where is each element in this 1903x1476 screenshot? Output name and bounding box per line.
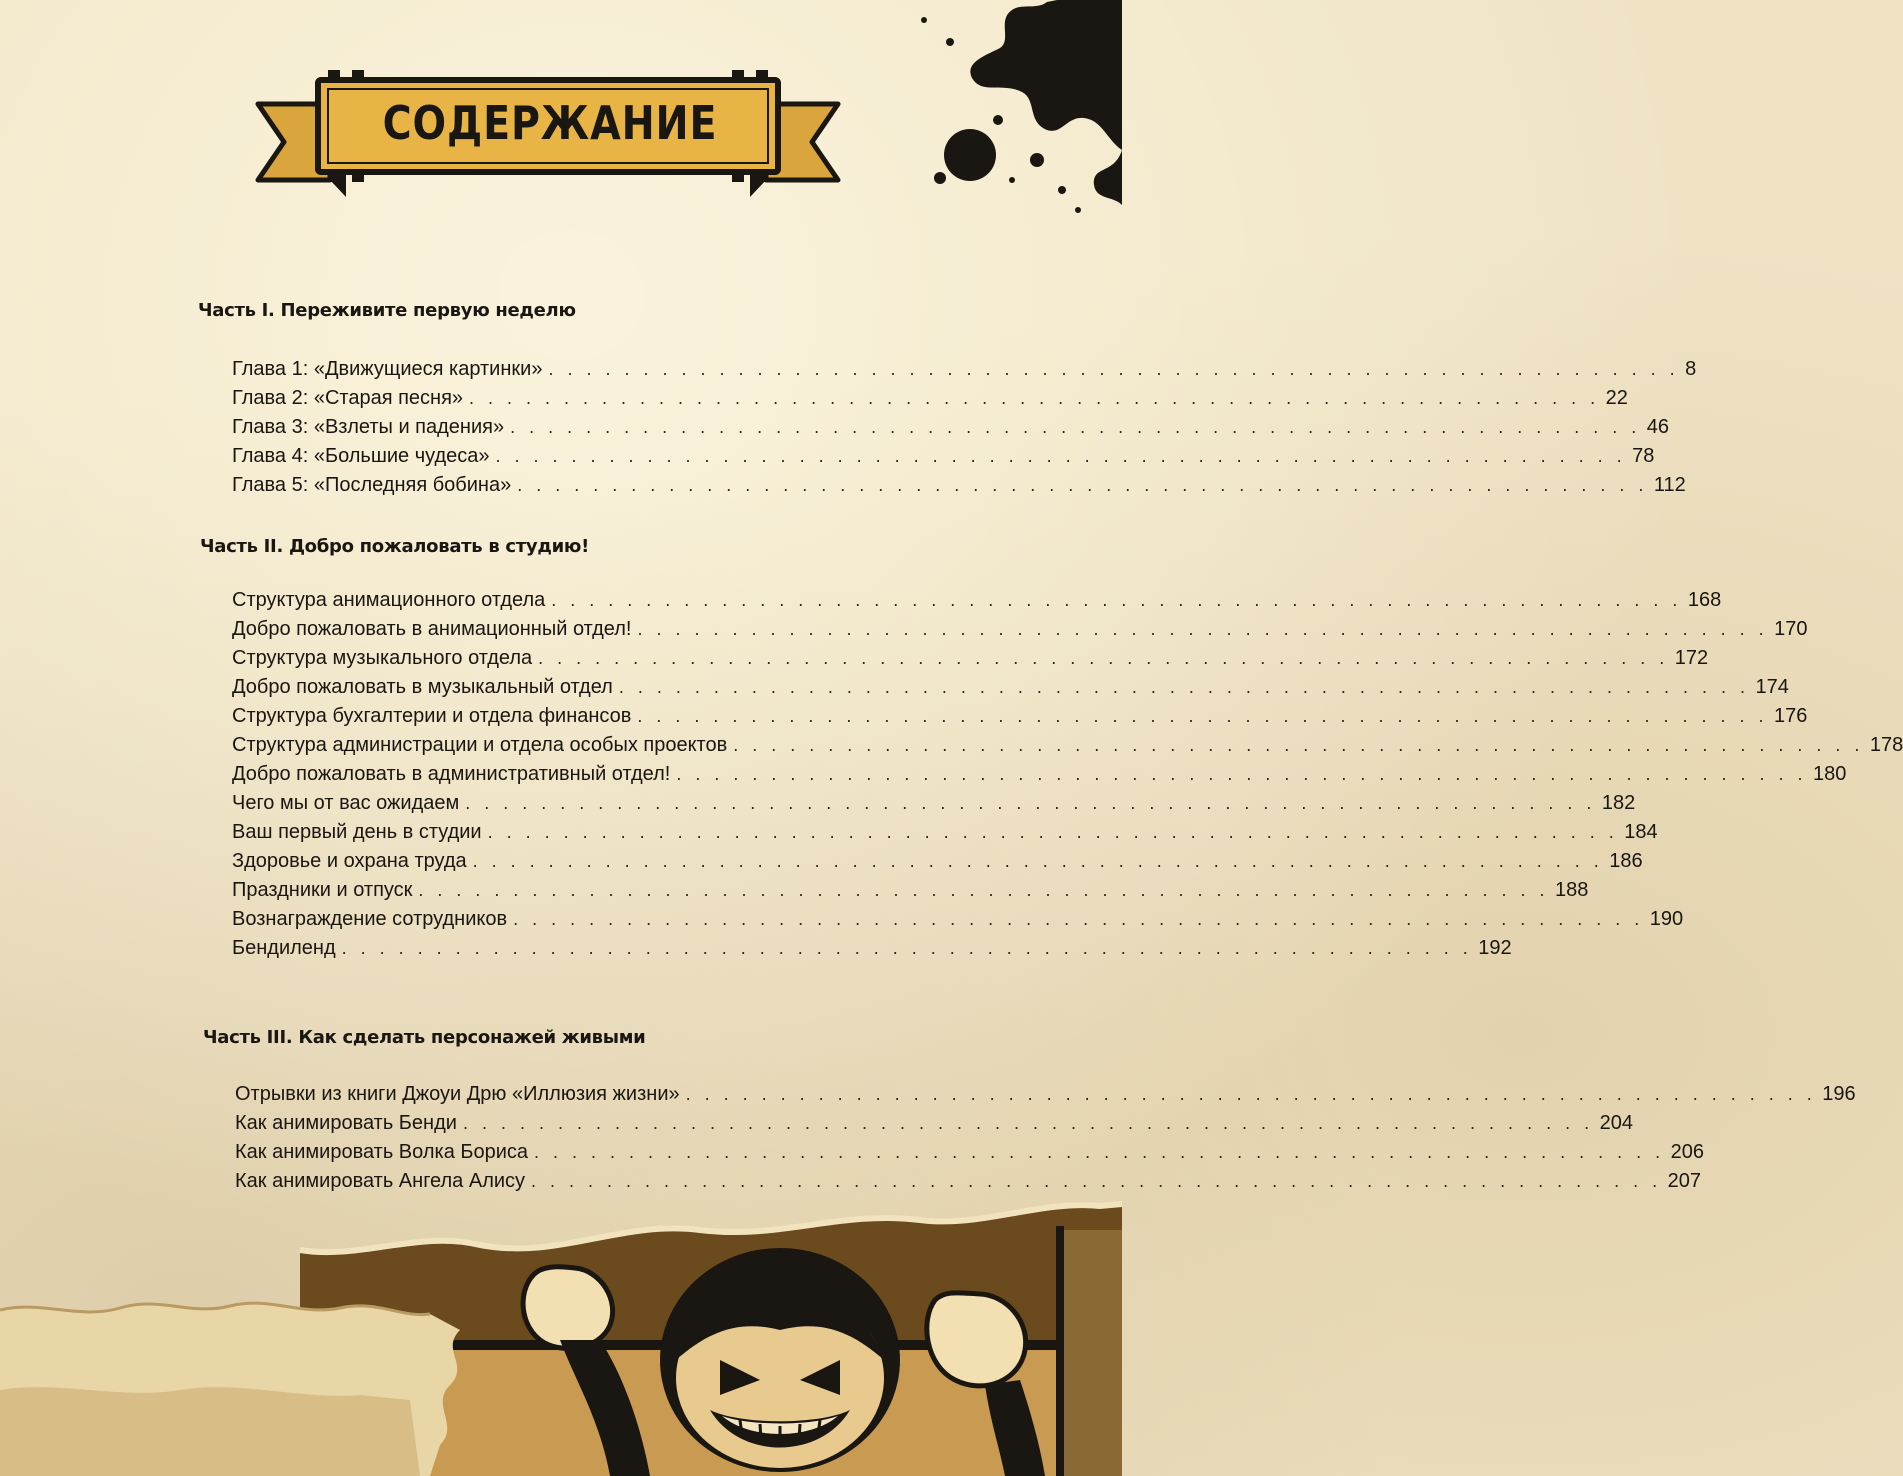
entry-label: Структура анимационного отдела — [232, 589, 546, 611]
toc-entry[interactable] — [232, 387, 1628, 416]
entry-page: 192 — [1478, 937, 1512, 959]
entry-page: 207 — [1667, 1170, 1702, 1192]
toc-entry[interactable] — [232, 445, 1655, 474]
entry-label: Как анимировать Волка Бориса — [235, 1141, 529, 1163]
entry-page: 206 — [1670, 1141, 1705, 1163]
entry-label: Добро пожаловать в анимационный отдел! — [232, 618, 632, 640]
page-title: СОДЕРЖАНИЕ — [382, 96, 718, 150]
leader-dots: . . . . . . . . . . . . . . . . . . . . . . . . . . . . . . . . . . . . . . . . . . . . . . . . . . . . . . . . . . . . — [472, 851, 1604, 871]
entry-label: Чего мы от вас ожидаем — [232, 792, 460, 814]
toc-entry[interactable] — [232, 589, 1722, 618]
toc-entry[interactable] — [232, 821, 1658, 850]
entry-page: 172 — [1674, 647, 1709, 669]
entry-label: Глава 1: «Движущиеся картинки» — [232, 358, 543, 380]
leader-dots: . . . . . . . . . . . . . . . . . . . . . . . . . . . . . . . . . . . . . . . . . . . . . . . . . . . . . . . . . . . . — [538, 648, 1669, 668]
leader-dots: . . . . . . . . . . . . . . . . . . . . . . . . . . . . . . . . . . . . . . . . . . . . . . . . . . . . . . . . . . . . — [733, 735, 1864, 755]
entry-label: Отрывки из книги Джоуи Дрю «Иллюзия жизни» — [235, 1083, 680, 1105]
ink-splatter-decoration — [822, 0, 1122, 230]
leader-dots: . . . . . . . . . . . . . . . . . . . . . . . . . . . . . . . . . . . . . . . . . . . . . . . . . . . . . . . . . . . . — [487, 822, 1619, 842]
toc-entry[interactable] — [232, 358, 1697, 387]
toc-entry[interactable] — [232, 734, 1903, 763]
leader-dots: . . . . . . . . . . . . . . . . . . . . . . . . . . . . . . . . . . . . . . . . . . . . . . . . . . . . . . . . . . . . — [418, 880, 1550, 900]
toc-entry[interactable] — [235, 1141, 1705, 1170]
toc-entry[interactable] — [232, 908, 1684, 937]
toc-entry[interactable] — [232, 705, 1808, 734]
entry-label: Вознаграждение сотрудников — [232, 908, 508, 930]
entry-label: Как анимировать Бенди — [235, 1112, 457, 1134]
part-3-entries — [235, 1083, 1856, 1199]
entry-label: Глава 4: «Большие чудеса» — [232, 445, 490, 467]
part-1-title: Часть I. Переживите первую неделю — [198, 300, 576, 321]
entry-label: Как анимировать Ангела Алису — [235, 1170, 526, 1192]
entry-label: Праздники и отпуск — [232, 879, 413, 901]
leader-dots: . . . . . . . . . . . . . . . . . . . . . . . . . . . . . . . . . . . . . . . . . . . . . . . . . . . . . . . . . . . . — [469, 388, 1600, 408]
leader-dots: . . . . . . . . . . . . . . . . . . . . . . . . . . . . . . . . . . . . . . . . . . . . . . . . . . . . . . . . . . . . — [517, 475, 1648, 495]
entry-page: 168 — [1687, 589, 1722, 611]
entry-page: 186 — [1609, 850, 1643, 872]
entry-page: 8 — [1685, 358, 1697, 380]
leader-dots: . . . . . . . . . . . . . . . . . . . . . . . . . . . . . . . . . . . . . . . . . . . . . . . . . . . . . . . . . . . . — [495, 446, 1627, 466]
toc-entry[interactable] — [232, 416, 1669, 445]
toc-entry[interactable] — [232, 850, 1643, 879]
leader-dots: . . . . . . . . . . . . . . . . . . . . . . . . . . . . . . . . . . . . . . . . . . . . . . . . . . . . . . . . . . . . — [513, 909, 1644, 929]
entry-page: 78 — [1632, 445, 1655, 467]
toc-entry[interactable] — [232, 618, 1808, 647]
toc-entry[interactable] — [232, 879, 1589, 908]
part-2-entries — [232, 589, 1903, 966]
leader-dots: . . . . . . . . . . . . . . . . . . . . . . . . . . . . . . . . . . . . . . . . . . . . . . . . . . . . . . . . . . . . — [637, 619, 1769, 639]
entry-page: 190 — [1649, 908, 1684, 930]
leader-dots: . . . . . . . . . . . . . . . . . . . . . . . . . . . . . . . . . . . . . . . . . . . . . . . . . . . . . . . . . . . . — [637, 706, 1769, 726]
toc-entry[interactable] — [235, 1112, 1633, 1141]
leader-dots: . . . . . . . . . . . . . . . . . . . . . . . . . . . . . . . . . . . . . . . . . . . . . . . . . . . . . . . . . . . . — [551, 590, 1682, 610]
leader-dots: . . . . . . . . . . . . . . . . . . . . . . . . . . . . . . . . . . . . . . . . . . . . . . . . . . . . . . . . . . . . — [531, 1171, 1662, 1191]
entry-label: Добро пожаловать в музыкальный отдел — [232, 676, 613, 698]
leader-dots: . . . . . . . . . . . . . . . . . . . . . . . . . . . . . . . . . . . . . . . . . . . . . . . . . . . . . . . . . . . . — [462, 1113, 1594, 1133]
entry-label: Глава 3: «Взлеты и падения» — [232, 416, 505, 438]
entry-page: 170 — [1774, 618, 1808, 640]
entry-label: Глава 2: «Старая песня» — [232, 387, 464, 409]
leader-dots: . . . . . . . . . . . . . . . . . . . . . . . . . . . . . . . . . . . . . . . . . . . . . . . . . . . . . . . . . . . . — [685, 1084, 1817, 1104]
leader-dots: . . . . . . . . . . . . . . . . . . . . . . . . . . . . . . . . . . . . . . . . . . . . . . . . . . . . . . . . . . . . — [548, 359, 1680, 379]
toc-entry[interactable] — [232, 792, 1636, 821]
leader-dots: . . . . . . . . . . . . . . . . . . . . . . . . . . . . . . . . . . . . . . . . . . . . . . . . . . . . . . . . . . . . — [341, 938, 1473, 958]
entry-page: 204 — [1599, 1112, 1633, 1134]
toc-entry[interactable] — [232, 647, 1709, 676]
entry-page: 22 — [1605, 387, 1628, 409]
torn-paper-cartoon-illustration — [0, 1190, 1122, 1476]
leader-dots: . . . . . . . . . . . . . . . . . . . . . . . . . . . . . . . . . . . . . . . . . . . . . . . . . . . . . . . . . . . . — [465, 793, 1596, 813]
toc-entry[interactable] — [232, 474, 1686, 503]
cartoon-face — [660, 1248, 900, 1472]
toc-entry[interactable] — [232, 676, 1789, 705]
entry-page: 180 — [1812, 763, 1847, 785]
toc-entry[interactable] — [232, 937, 1512, 966]
entry-page: 188 — [1555, 879, 1589, 901]
entry-label: Структура музыкального отдела — [232, 647, 533, 669]
entry-page: 176 — [1774, 705, 1808, 727]
entry-label: Ваш первый день в студии — [232, 821, 482, 843]
leader-dots: . . . . . . . . . . . . . . . . . . . . . . . . . . . . . . . . . . . . . . . . . . . . . . . . . . . . . . . . . . . . — [534, 1142, 1665, 1162]
leader-dots: . . . . . . . . . . . . . . . . . . . . . . . . . . . . . . . . . . . . . . . . . . . . . . . . . . . . . . . . . . . . — [510, 417, 1641, 437]
entry-label: Структура администрации и отдела особых проектов — [232, 734, 728, 756]
entry-label: Добро пожаловать в административный отдел! — [232, 763, 671, 785]
entry-label: Структура бухгалтерии и отдела финансов — [232, 705, 632, 727]
entry-label: Здоровье и охрана труда — [232, 850, 467, 872]
toc-entry[interactable] — [232, 763, 1847, 792]
entry-label: Глава 5: «Последняя бобина» — [232, 474, 512, 496]
entry-page: 46 — [1646, 416, 1669, 438]
entry-page: 196 — [1822, 1083, 1856, 1105]
leader-dots: . . . . . . . . . . . . . . . . . . . . . . . . . . . . . . . . . . . . . . . . . . . . . . . . . . . . . . . . . . . . — [676, 764, 1807, 784]
entry-page: 174 — [1755, 676, 1789, 698]
part-1-entries — [232, 358, 1697, 503]
leader-dots: . . . . . . . . . . . . . . . . . . . . . . . . . . . . . . . . . . . . . . . . . . . . . . . . . . . . . . . . . . . . — [618, 677, 1750, 697]
entry-page: 184 — [1624, 821, 1658, 843]
entry-label: Бендиленд — [232, 937, 336, 959]
part-3-title: Часть III. Как сделать персонажей живыми — [203, 1027, 646, 1048]
toc-entry[interactable] — [235, 1083, 1856, 1112]
part-2-title: Часть II. Добро пожаловать в студию! — [200, 536, 590, 557]
entry-page: 112 — [1653, 474, 1686, 496]
entry-page: 182 — [1601, 792, 1636, 814]
entry-page: 178 — [1869, 734, 1903, 756]
